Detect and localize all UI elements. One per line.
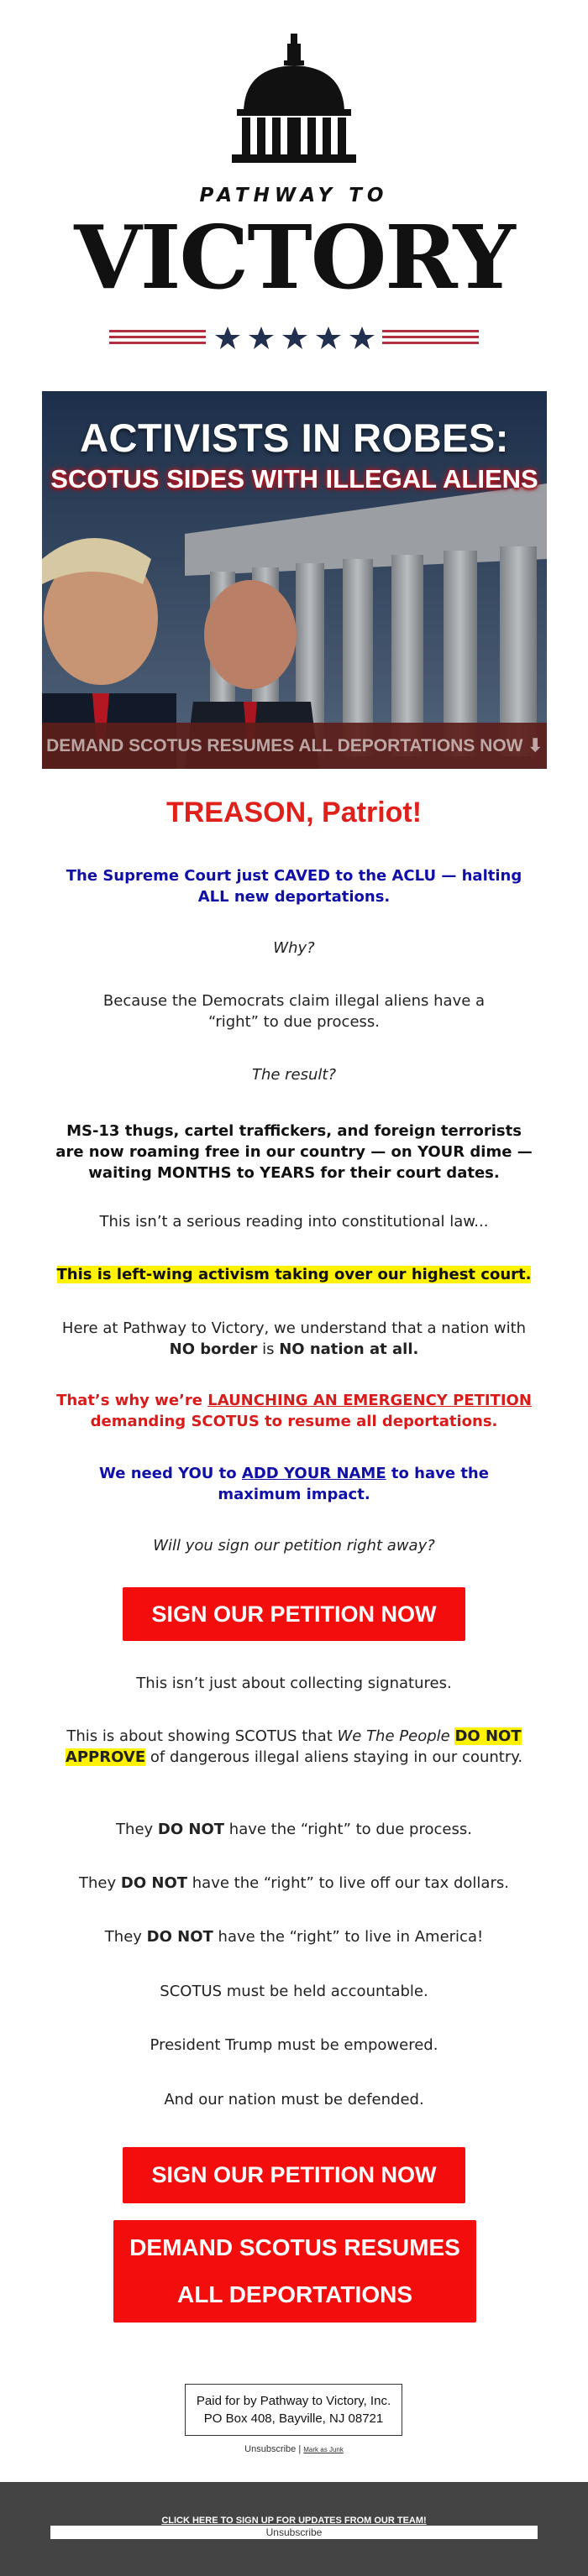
right1-a: They	[116, 1821, 158, 1838]
add-name-text-c: to have the maximum impact.	[218, 1465, 489, 1503]
headline: TREASON, Patriot!	[165, 797, 423, 828]
paid-for-box	[185, 2384, 402, 2436]
launching-petition-link[interactable]: LAUNCHING AN EMERGENCY PETITION	[207, 1392, 532, 1409]
paragraph-caved: The Supreme Court just CAVED to the ACLU — halting ALL new deportations.	[66, 867, 522, 906]
stars-and-stripes-icon	[109, 326, 479, 353]
hero-banner[interactable]	[42, 391, 547, 769]
paragraph-empowered: President Trump must be empowered.	[150, 2036, 438, 2054]
footer-unsubscribe-bar	[50, 2526, 538, 2539]
right3-a: They	[104, 1928, 147, 1946]
right3-c: have the “right” to live in America!	[213, 1928, 484, 1946]
paragraph-live-in-america	[50, 1926, 538, 1947]
paragraph-due-process: Because the Democrats claim illegal aliens have a “right” to due process.	[102, 992, 486, 1031]
paragraph-due-process-right	[50, 1819, 538, 1840]
paragraph-not-serious: This isn’t a serious reading into constitutional law...	[99, 1213, 489, 1231]
paragraph-accountable: SCOTUS must be held accountable.	[160, 1983, 428, 2000]
right1-b: DO NOT	[157, 1821, 225, 1838]
right2-a: They	[79, 1874, 121, 1892]
capitol-dome-icon	[218, 34, 370, 172]
paragraph-no-border	[50, 1318, 538, 1360]
demand-button-line-2: ALL DEPORTATIONS	[177, 2281, 412, 2307]
wtp-text-a: This is about showing SCOTUS that	[66, 1727, 338, 1745]
pathway-to-victory-logo	[0, 25, 588, 361]
add-name-text-a: We need YOU to	[99, 1465, 242, 1482]
right1-c: have the “right” to due process.	[224, 1821, 472, 1838]
paragraph-signatures: This isn’t just about collecting signatures.	[136, 1675, 452, 1692]
add-your-name-link[interactable]: ADD YOUR NAME	[241, 1465, 386, 1482]
unsubscribe-separator: |	[296, 2444, 304, 2454]
paragraph-sign-question: Will you sign our petition right away?	[153, 1537, 435, 1554]
paragraph-add-name	[84, 1463, 504, 1505]
right2-b: DO NOT	[120, 1874, 188, 1892]
right3-b: DO NOT	[146, 1928, 213, 1946]
wtp-text-d: of dangerous illegal aliens staying in our country.	[145, 1748, 523, 1766]
do-not-approve-text: DO NOT APPROVE	[65, 1727, 522, 1766]
mark-as-junk-link[interactable]: Mark as Junk	[303, 2446, 344, 2453]
hero-demand-link[interactable]: DEMAND SCOTUS RESUMES ALL DEPORTATIONS NOW ⬇	[42, 723, 547, 769]
wtp-text-b: We The People	[337, 1727, 450, 1745]
footer-unsubscribe-link[interactable]: Unsubscribe	[265, 2526, 323, 2538]
paid-for-line-1: Paid for by Pathway to Victory, Inc.	[196, 2394, 391, 2408]
paragraph-emergency-petition	[50, 1390, 538, 1432]
demand-button-line-1: DEMAND SCOTUS RESUMES	[129, 2234, 460, 2260]
paragraph-why: Why?	[273, 939, 315, 957]
paragraph-ms13: MS-13 thugs, cartel traffickers, and foreign terrorists are now roaming free in our country — on YOUR dime — waiting MONTHS to YEARS for their court dates.	[55, 1122, 533, 1182]
no-border-text-d: NO nation at all.	[279, 1340, 419, 1358]
sign-petition-button-1[interactable]: SIGN OUR PETITION NOW	[123, 1587, 465, 1641]
paragraph-activism	[50, 1264, 538, 1285]
no-border-text-a: Here at Pathway to Victory, we understand that a nation with	[61, 1319, 527, 1337]
paragraph-tax-dollars	[50, 1873, 538, 1894]
logo-victory-text: VICTORY	[74, 206, 514, 309]
footer-bar	[0, 2482, 588, 2576]
hero-title: ACTIVISTS IN ROBES:	[80, 415, 509, 460]
no-border-text-c: is	[257, 1340, 280, 1358]
no-border-text-b: NO border	[169, 1340, 258, 1358]
unsubscribe-link[interactable]: Unsubscribe	[244, 2444, 297, 2454]
signup-updates-link[interactable]: CLICK HERE TO SIGN UP FOR UPDATES FROM OUR TEAM!	[161, 2516, 427, 2526]
unsubscribe-row	[0, 2444, 588, 2454]
sign-petition-button-2[interactable]: SIGN OUR PETITION NOW	[123, 2147, 465, 2203]
paid-for-line-2: PO Box 408, Bayville, NJ 08721	[203, 2411, 384, 2426]
hero-subtitle: SCOTUS SIDES WITH ILLEGAL ALIENS	[50, 464, 538, 494]
demand-scotus-button[interactable]	[113, 2220, 476, 2323]
paragraph-we-the-people	[59, 1726, 529, 1768]
petition-text-a: That’s why we’re	[56, 1392, 208, 1409]
highlighted-activism-text: This is left-wing activism taking over our highest court.	[56, 1266, 532, 1283]
paragraph-result: The result?	[251, 1066, 337, 1084]
paragraph-defended: And our nation must be defended.	[164, 2091, 424, 2108]
logo-pathway-text: PATHWAY TO	[199, 185, 389, 206]
right2-c: have the “right” to live off our tax dollars.	[187, 1874, 509, 1892]
petition-text-c: demanding SCOTUS to resume all deportations.	[90, 1413, 498, 1430]
